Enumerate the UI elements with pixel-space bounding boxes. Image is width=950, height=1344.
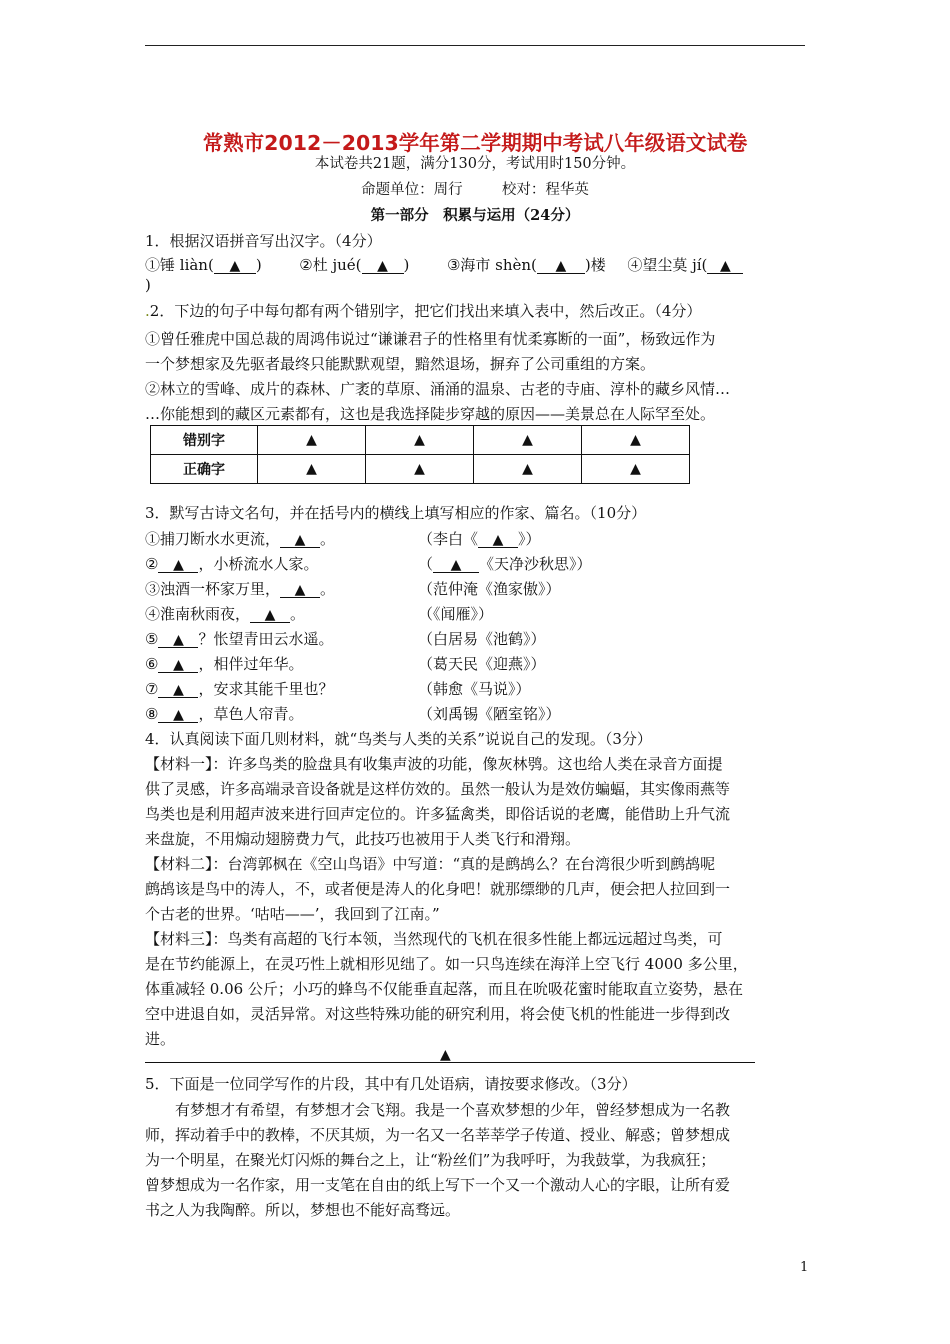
table-row xyxy=(151,426,690,455)
q2-sentence-2a: ②林立的雪峰、成片的森林、广袤的草原、涌涌的温泉、古老的寺庙、淳朴的藏乡风情… xyxy=(145,380,731,398)
answer-cell[interactable]: ▲ xyxy=(258,455,366,484)
q3-stem: 3．默写古诗文名句，并在括号内的横线上填写相应的作家、篇名。（10分） xyxy=(145,504,647,522)
q3-line-4: ④淮南秋雨夜， ▲ 。 xyxy=(145,605,306,623)
answer-cell[interactable]: ▲ xyxy=(474,426,582,455)
answer-cell[interactable]: ▲ xyxy=(258,426,366,455)
answer-blank[interactable]: ▲ xyxy=(555,258,567,274)
q3-line-6: ⑥ ▲ ，相伴过年华。 xyxy=(145,655,304,673)
q5-para-line: 书之人为我陶醉。所以，梦想也不能好高骛远。 xyxy=(145,1201,461,1219)
answer-blank[interactable]: ▲ xyxy=(450,557,462,573)
material-3-line: 【材料三】：鸟类有高超的飞行本领，当然现代的飞机在很多性能上都远远超过鸟类，可 xyxy=(145,930,723,948)
page-number: 1 xyxy=(800,1260,809,1275)
q1-item-1: ①锤 liàn( xyxy=(145,256,214,274)
q1-stem: 1．根据汉语拼音写出汉字。（4分） xyxy=(145,232,382,250)
q1-item-2: ②杜 jué( xyxy=(299,256,362,274)
q5-para-line: 有梦想才有希望，有梦想才会飞翔。我是一个喜欢梦想的少年，曾经梦想成为一名教 xyxy=(175,1101,731,1119)
q1-item-4: ④望尘莫 jí( xyxy=(627,256,708,274)
material-3-line: 空中进退自如，灵活异常。对这些特殊功能的研究利用，将会使飞机的性能进一步得到改 xyxy=(145,1005,731,1023)
q3-ref-3: （范仲淹《渔家傲》） xyxy=(418,580,561,598)
q3-line-8: ⑧ ▲ ，草色人帘青。 xyxy=(145,705,304,723)
q4-stem: 4．认真阅读下面几则材料，就“鸟类与人类的关系”说说自己的发现。（3分） xyxy=(145,730,652,748)
q3-ref-2: （ ▲ 《天净沙秋思》） xyxy=(418,555,592,573)
authors-line xyxy=(0,178,950,199)
row-header-wrong: 错别字 xyxy=(151,426,258,455)
check-label: 校对： xyxy=(501,182,546,198)
answer-blank[interactable]: ▲ xyxy=(294,532,306,548)
q3-ref-7: （韩愈《马说》） xyxy=(418,680,531,698)
answer-blank[interactable]: ▲ xyxy=(173,657,184,673)
answer-cell[interactable]: ▲ xyxy=(366,455,474,484)
answer-blank[interactable]: ▲ xyxy=(720,258,731,274)
material-2-line: 鹧鸪该是鸟中的涛人，不，或者便是涛人的化身吧！就那缥缈的几声，便会把人拉回到一 xyxy=(145,880,731,898)
header-rule xyxy=(145,45,805,46)
answer-blank[interactable]: ▲ xyxy=(173,707,184,723)
answer-blank[interactable]: ▲ xyxy=(229,258,241,274)
q4-answer-mark: ▲ xyxy=(440,1047,451,1063)
answer-blank[interactable]: ▲ xyxy=(173,632,184,648)
material-2-line: 【材料二】：台湾郭枫在《空山鸟语》中写道：“真的是鹧鸪么？在台湾很少听到鹧鸪呢 xyxy=(145,855,716,873)
q3-line-2: ② ▲ ，小桥流水人家。 xyxy=(145,555,319,573)
section-heading: 第一部分 积累与运用（24分） xyxy=(370,207,580,224)
q3-ref-5: （白居易《池鹤》） xyxy=(418,630,546,648)
answer-blank[interactable]: ▲ xyxy=(173,682,184,698)
q5-para-line: 曾梦想成为一名作家，用一支笔在自由的纸上写下一个又一个激动人心的字眼，让所有爱 xyxy=(145,1176,731,1194)
q3-line-7: ⑦ ▲ ，安求其能千里也？ xyxy=(145,680,334,698)
q3-line-1: ①捕刀断水水更流， ▲ 。 xyxy=(145,530,336,548)
q3-ref-1: （李白《 ▲ 》） xyxy=(418,530,541,548)
q3-ref-4: （《闻雁》） xyxy=(418,605,494,623)
q3-ref-6: （葛天民《迎燕》） xyxy=(418,655,546,673)
material-1-line: 【材料一】：许多鸟类的脸盘具有收集声波的功能，像灰林鸮。这也给人类在录音方面提 xyxy=(145,755,723,773)
answer-blank[interactable]: ▲ xyxy=(377,258,388,274)
answer-cell[interactable]: ▲ xyxy=(474,455,582,484)
q1-items: ①锤 liàn( ▲ ) ②杜 jué( ▲ ) ③海市 shèn( ▲ )楼 ④望尘莫 jí( ▲ xyxy=(145,254,743,275)
q2-stem: .2．下边的句子中每句都有两个错别字，把它们找出来填入表中，然后改正。（4分） xyxy=(145,302,702,320)
q4-answer-line[interactable] xyxy=(145,1062,755,1063)
material-3-line: 是在节约能源上，在灵巧性上就相形见绌了。如一只鸟连续在海洋上空飞行 4000 多公里， xyxy=(145,955,748,973)
answer-blank[interactable]: ▲ xyxy=(294,582,306,598)
answer-blank[interactable]: ▲ xyxy=(264,607,276,623)
q3-line-5: ⑤ ▲ ？怅望青田云水遥。 xyxy=(145,630,334,648)
material-1-line: 鸟类也是利用超声波来进行回声定位的。许多猛禽类，即俗话说的老鹰，能借助上升气流 xyxy=(145,805,731,823)
material-3-line: 体重减轻 0.06 公斤；小巧的蜂鸟不仅能垂直起落，而且在吮吸花蜜时能取直立姿势，悬在 xyxy=(145,980,743,998)
row-header-correct: 正确字 xyxy=(151,455,258,484)
answer-cell[interactable]: ▲ xyxy=(366,426,474,455)
page-title: 常熟市2012－2013学年第二学期期中考试八年级语文试卷 xyxy=(202,131,748,155)
correction-table xyxy=(150,425,690,484)
q5-para-line: 师，挥动着手中的教棒，不厌其烦，为一名又一名莘莘学子传道、授业、解惑；曾梦想成 xyxy=(145,1126,731,1144)
q5-stem: 5．下面是一位同学写作的片段，其中有几处语病，请按要求修改。（3分） xyxy=(145,1075,637,1093)
material-2-line: 个古老的世界。‘咕咕——’，我回到了江南。” xyxy=(145,905,440,923)
q3-line-3: ③浊酒一杯家万里， ▲ 。 xyxy=(145,580,336,598)
q1-item-3: ③海市 shèn( xyxy=(446,256,537,274)
q2-sentence-2b: …你能想到的藏区元素都有，这也是我选择陡步穿越的原因——美景总在人际罕至处。 xyxy=(145,405,716,423)
answer-blank[interactable]: ▲ xyxy=(492,532,504,548)
table-row xyxy=(151,455,690,484)
answer-blank[interactable]: ▲ xyxy=(173,557,184,573)
material-1-line: 来盘旋，不用煽动翅膀费力气，此技巧也被用于人类飞行和滑翔。 xyxy=(145,830,581,848)
check-name: 程华英 xyxy=(545,182,589,198)
answer-cell[interactable]: ▲ xyxy=(582,455,690,484)
material-3-line: 进。 xyxy=(145,1030,176,1048)
q5-para-line: 为一个明星，在聚光灯闪烁的舞台之上，让“粉丝们”为我呼吁，为我鼓掌，为我疯狂； xyxy=(145,1151,716,1169)
unit-name: 周行 xyxy=(433,182,463,198)
q1-closing-paren: ) xyxy=(145,276,151,294)
q2-sentence-1a: ①曾任雅虎中国总裁的周鸿伟说过“谦谦君子的性格里有忧柔寡断的一面”，杨致远作为 xyxy=(145,330,716,348)
exam-info: 本试卷共21题，满分130分，考试用时150分钟。 xyxy=(314,156,636,172)
answer-cell[interactable]: ▲ xyxy=(582,426,690,455)
unit-label: 命题单位： xyxy=(361,182,434,198)
q3-ref-8: （刘禹锡《陋室铭》） xyxy=(418,705,561,723)
material-1-line: 供了灵感，许多高端录音设备就是这样仿效的。虽然一般认为是效仿蝙蝠，其实像雨燕等 xyxy=(145,780,731,798)
q2-sentence-1b: 一个梦想家及先驱者最终只能默默观望，黯然退场，摒弃了公司重组的方案。 xyxy=(145,355,656,373)
